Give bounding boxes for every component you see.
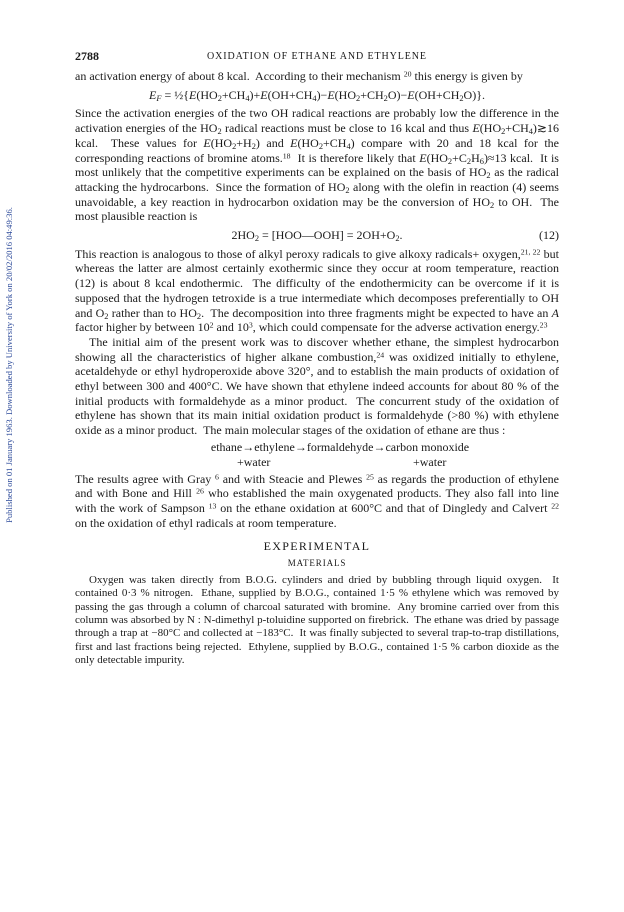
paragraph-alkyl-peroxy: This reaction is analogous to those of alkyl peroxy radicals to give alkoxy radicals+ oxygen,$^{21, 22}$ but whereas the latter are almost certainly exothermic since they occur at room temperature, reaction (12) is about 8 kcal endothermic. The difficulty of the endothermicity can be overcome if it is supposed that the hydrogen tetroxide is a true intermediate which decomposes preferentially to OH and $O_2$ rather than to $HO_2$. The decomposition into three fragments might be expected to have an A factor higher by between $10^2$ and $10^3$, which could compensate for the adverse activation energy.$^{23}$ [75,246,559,335]
equation-12-number: (12) [539,228,559,243]
equation-ef: $E_F$ = $\frac{1}{2}\{E(HO_2+CH_4)+E(OH+CH_4)-E(HO_2+CH_2O)-E(OH+CH_2O)\}$. [149,87,485,103]
paragraph-activation-energy: an activation energy of about 8 kcal. According to their mechanism $^{20}$ this energy is given by [75,69,523,83]
section-heading-experimental: EXPERIMENTAL [263,539,371,554]
paragraph-results-agree: The results agree with Gray $^6$ and with Steacie and Plewes $^{25}$ as regards the production of ethylene and with Bone and Hill $^{26}$ who established the main oxygenated products. They also fall into line with the work of Sampson $^{13}$ on the ethane oxidation at 600°C and that of Dingledy and Calvert $^{22}$ on the oxidation of ethyl radicals at room temperature. [75,471,560,530]
oxidation-scheme-water-1: +water [237,454,271,469]
paragraph-materials: Oxygen was taken directly from B.O.G. cylinders and dried by bubbling through liquid oxygen. It contained 0·3 % nitrogen. Ethane, supplied by B.O.G., contained 1·5 % ethylene which was removed by passing the gas through a column of charcoal saturated with bromine. Any bromine carried over from this column was absorbed by N : N-dimethyl p-toluidine supported on firebrick. The ethane was dried by passage through a trap at −80°C and collected at −183°C. It was finally subjected to several trap-to-trap distillations, first and last fractions being rejected. Ethylene, supplied by B.O.G., contained 1·5 % carbon dioxide as the only detectable impurity. [75,573,559,667]
download-watermark [1,150,17,580]
page-number: 2788 [75,49,99,63]
oxidation-scheme [175,440,505,470]
paragraph-initial-aim: The initial aim of the present work was to discover whether ethane, the simplest hydrocarbon showing all the characteristics of higher alkane combustion,$^{24}$ was oxidized initially to ethylene, acetaldehyde or ethyl hydroperoxide above 320°, and to establish the main products of oxidation of ethyl between 300 and 400°C. We have shown that ethylene indeed accounts for about 80 % of the initial products with formaldehyde as a minor product. The concurrent study of the oxidation of ethylene has shown that its main initial oxidation product is formaldehyde (>80 %) with ethylene oxide as a minor product. The main molecular stages of the oxidation of ethane are thus : [75,334,559,438]
subsection-heading-materials: MATERIALS [287,558,347,569]
page-header [75,49,559,69]
paragraph-ho2-reactions: Since the activation energies of the two OH radical reactions are probably low the difference in the activation energies of the $HO_2$ radical reactions must be close to 16 kcal and thus $E(HO_2+CH_4)≳16$ kcal. These values for $E(HO_2+H_2)$ and $E(HO_2+CH_4)$ compare with 20 and 18 kcal for the corresponding reactions of bromine atoms.$^{18}$ It is therefore likely that $E(HO_2+C_2H_6)\approx 13$ kcal. It is most unlikely that the competitive experiments can be explained on the basis of $HO_2$ as the radical attacking the hydrocarbons. Since the formation of $HO_2$ along with the olefin in reaction (4) seems unavoidable, a key reaction in hydrocarbon oxidation may be the conversion of $HO_2$ to OH. The most plausible reaction is [75,106,560,224]
download-watermark-text: Published on 01 January 1963. Downloaded by University of York on 20/02/2016 04:49:36. [4,207,14,523]
running-title: OXIDATION OF ETHANE AND ETHYLENE [207,51,427,62]
equation-12 [75,228,559,243]
oxidation-scheme-water-2: +water [413,454,447,469]
equation-12-body: $2HO_2$ = [HOO—OOH] = $2OH+O_2$. [231,228,403,244]
page-body [75,49,559,668]
oxidation-scheme-main: ethane→ethylene→formaldehyde→carbon monoxide [210,439,470,454]
